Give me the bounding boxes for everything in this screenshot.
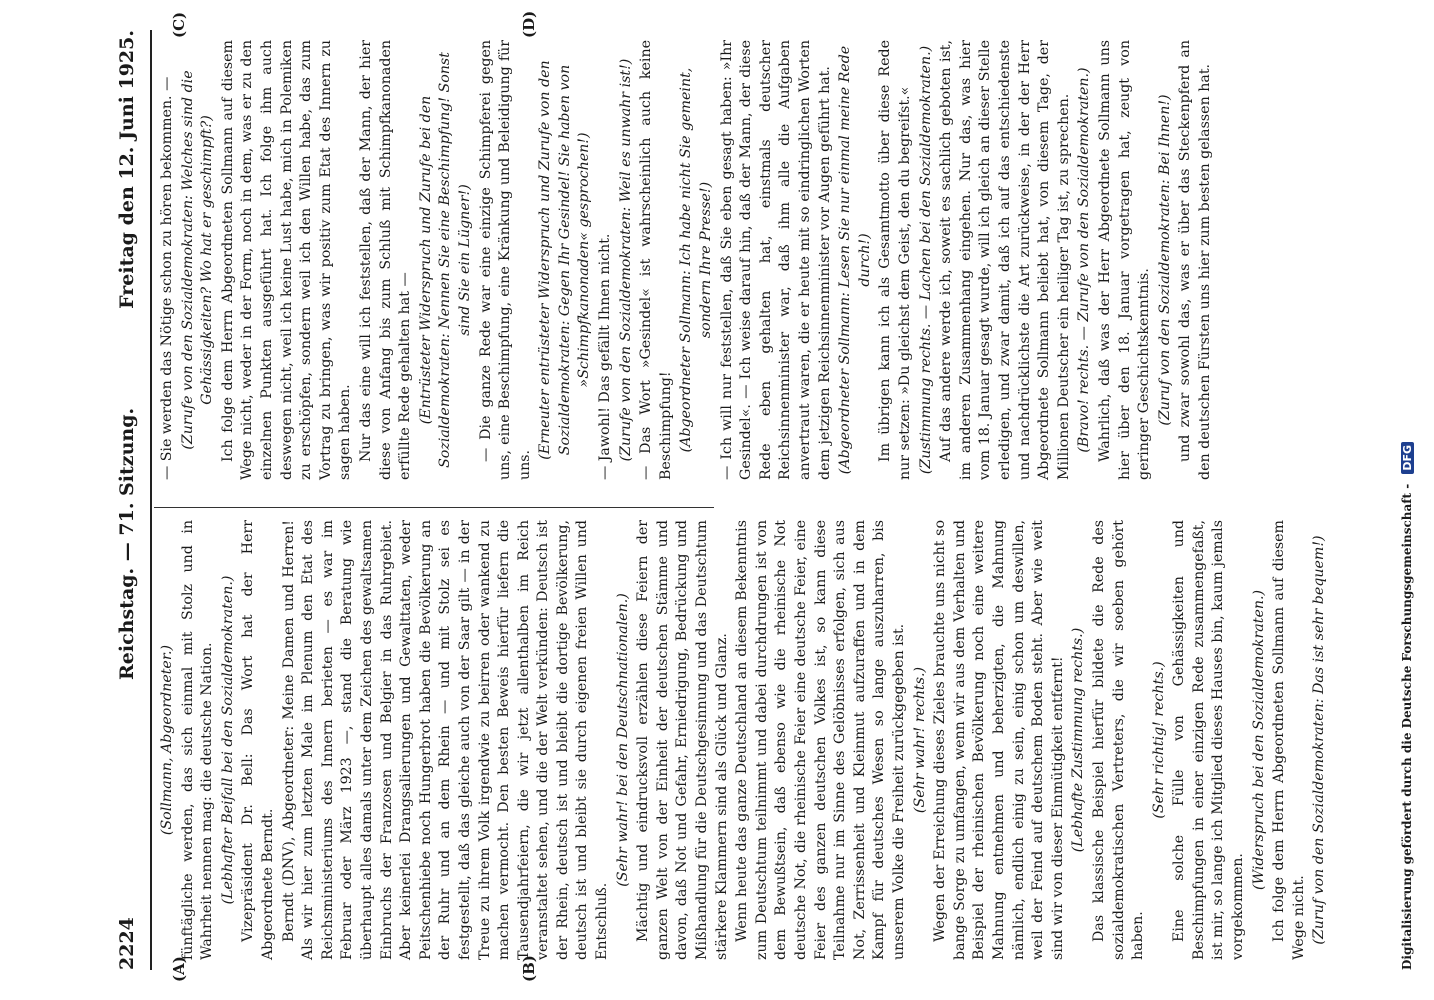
column-divider [154, 507, 714, 508]
paragraph: (Abgeordneter Sollmann: Lesen Sie nur einmal meine Rede durch!) [837, 45, 873, 475]
paragraph: Das klassische Beispiel hierfür bildete die Rede des sozialdemokratischen Vertreters, die wir soeben gehört haben. [1090, 520, 1147, 960]
header-title: Reichstag. — 71. Sitzung. [116, 407, 138, 680]
margin-marker-a: (A) [170, 956, 188, 982]
paragraph: Ich folge dem Herrn Abgeordneten Sollmann auf diesem Wege nicht. [1271, 520, 1307, 960]
paragraph: (Abgeordneter Sollmann: Ich habe nicht Sie gemeint, sondern Ihre Presse!) [678, 67, 715, 453]
paragraph: Auf das andere werde ich, soweit es sachlich geboten ist, im anderen Zusammenhang eingehen. Nur das, was hier vom 18. Januar gesagt wurde, will ich gleich an dieser Stelle erledigen, und zwar damit, daß ich auf das entschiedenste und nachdrücklichste die Art zurückweise, in der der Herr Abgeordnete Sollmann beliebt hat, von diesem Tage, der Millionen Deutscher ein heiliger Tag ist, zu sprechen. [938, 40, 1072, 480]
text-column-right [158, 40, 1213, 480]
paragraph: Im übrigen kann ich als Gesamtmotto über diese Rede nur setzen: »Du gleichst dem Geist, den du begreifst.« [877, 40, 913, 480]
paragraph: — Ich will nur feststellen, daß Sie eben gesagt haben: »Ihr Gesindel«. — Ich weise darauf hin, daß der Mann, der diese Rede eben gehalten hat, einstmals deutscher Reichsinnenminister war, daß ihm alle die Aufgaben anvertraut waren, die er heute mit so eindringlichen Worten dem jetzigen Reichsinnenminister vor Augen geführt hat. [718, 40, 833, 480]
paragraph: (Sehr wahr! rechts.) [911, 666, 928, 814]
paragraph: — Jawohl! Das gefällt Ihnen nicht. [597, 233, 614, 480]
margin-marker-d: (D) [520, 10, 538, 38]
text-column-left [158, 520, 1328, 960]
paragraph: — Das Wort »Gesindel« ist wahrscheinlich auch keine Beschimpfung! [638, 40, 674, 480]
dfg-logo: DFG [1401, 442, 1414, 474]
paragraph: (Bravo! rechts. — Zurufe von den Sozialdemokraten.) [1076, 67, 1093, 453]
paragraph: Eine solche Fülle von Gehässigkeiten und Beschimpfungen in einer einzigen Rede zusammengefaßt, ist mir, so lange ich Mitglied dieses Hauses bin, kaum jemals vorgekommen. [1171, 520, 1247, 960]
page-number: 2224 [116, 917, 138, 970]
margin-marker-c: (C) [170, 11, 188, 38]
paragraph: Mächtig und eindrucksvoll erzählen diese Feiern der ganzen Welt von der Einheit der deutschen Stämme und davon, daß Not und Gefahr, Erniedrigung, Bedrückung und Mißhandlung für die Deutschgesinnung und das Deutschtum stärkere Klammern sind als Glück und Glanz. [635, 520, 730, 960]
paragraph: (Lebhafter Beifall bei den Sozialdemokraten.) [219, 575, 236, 905]
footer-credit [1400, 442, 1414, 970]
header-date: Freitag den 12. Juni 1925. [116, 30, 138, 309]
paragraph: Wahrlich, daß was der Herr Abgeordnete Sollmann uns hier über den 18. Januar vorgetragen hat, zeugt von geringer Geschichtskenntnis. [1096, 40, 1153, 480]
paragraph: (Sollmann, Abgeordneter.) [159, 644, 175, 836]
margin-marker-b: (B) [520, 955, 538, 982]
paragraph: (Widerspruch bei den Sozialdemokraten.) [1250, 589, 1267, 891]
paragraph: (Sehr wahr! bei den Deutschnationalen.) [614, 593, 631, 887]
paragraph: Nur das eine will ich feststellen, daß der Mann, der hier diese von Anfang bis zum Schluß mit Schimpfkanonaden erfüllte Rede gehalten hat — [357, 40, 414, 480]
paragraph: fünftägliche werden, das sich einmal mit Stolz und in Wahrheit nennen mag: die deutsche Nation. [179, 520, 216, 960]
paragraph: (Zuruf von den Sozialdemokraten: Bei Ihnen!) [1156, 94, 1173, 426]
paragraph: (Erneuter entrüsteter Widerspruch und Zurufe von den Sozialdemokraten: Gegen Ihr Gesindel! Sie haben von »Schimpfkanonaden« gesprochen!) [537, 60, 593, 460]
rotated-content [110, 0, 1430, 1000]
paragraph: — Die ganze Rede war eine einzige Schimpferei gegen uns, eine Beschimpfung, eine Kränkung und Beleidigung für uns. [477, 40, 533, 480]
paragraph: — Sie werden das Nötige schon zu hören bekommen. — [159, 76, 175, 480]
paragraph: Wenn heute das ganze Deutschland an diesem Bekenntnis zum Deutschtum teilnimmt und dabei durchdrungen ist von dem Bewußtsein, daß ebenso wie die rheinische Not deutsche Not, die rheinische Feier eine deutsche Feier, eine Feier des ganzen deutschen Volkes ist, so kann diese Teilnahme nur im Sinne des Gelöbnisses erfolgen, sich aus Not, Zerrissenheit und Kleinmut aufzuraffen und in dem Kampf für deutsches Wesen so lange auszuharren, bis unserem Volke die Freiheit zurückgegeben ist. [734, 520, 907, 960]
paragraph: (Lebhafte Zustimmung rechts.) [1070, 627, 1087, 853]
paragraph: Ich folge dem Herrn Abgeordneten Sollmann auf diesem Wege nicht, weder in der Form, noch in dem, was er zu den einzelnen Punkten ausgeführt hat. Ich folge ihm auch deswegen nicht, weil ich keine Lust habe, mich in Polemiken zu erschöpfen, sondern weil ich den Willen habe, das zum Vortrag zu bringen, was wir positiv zum Etat des Innern zu sagen haben. [219, 40, 354, 480]
paragraph: (Zurufe von den Sozialdemokraten: Welches sind die Gehässigkeiten? Wo hat er geschimpft?) [179, 70, 216, 450]
paragraph: (Entrüsteter Widerspruch und Zurufe bei den Sozialdemokraten: Nennen Sie eine Beschimpfung! Sonst sind Sie ein Lügner!) [417, 52, 473, 468]
paragraph: Vizepräsident Dr. Bell: Das Wort hat der Herr Abgeordnete Berndt. [240, 520, 276, 960]
paragraph: Wegen der Erreichung dieses Zieles brauchte uns nicht so bange Sorge zu umfangen, wenn wir aus dem Verhalten und Beispiel der rheinischen Bevölkerung noch eine weitere Mahnung entnehmen und beherzigten, die Mahnung nämlich, endlich einig zu sein, einig schon um deswillen, weil der Feind auf deutschem Boden steht. Aber wie weit sind wir von dieser Einmütigkeit entfernt! [932, 520, 1066, 960]
paragraph: (Zurufe von den Sozialdemokraten: Weil es unwahr ist!) [617, 58, 634, 462]
paragraph: (Zuruf von den Sozialdemokraten: Das ist sehr bequem!) [1311, 535, 1328, 945]
paragraph: (Sehr richtig! rechts.) [1150, 661, 1167, 819]
paragraph: (Zustimmung rechts. — Lachen bei den Sozialdemokraten.) [917, 45, 934, 475]
paragraph: und zwar sowohl das, was er über das Steckenpferd an den deutschen Fürsten uns hier zum besten gelassen hat. [1177, 40, 1213, 480]
paragraph: Berndt (DNV), Abgeordneter: Meine Damen und Herren! Als wir hier zum letzten Male im Plenum den Etat des Reichsministeriums des Innern berieten — es war im Februar oder März 1923 —, stand die Beratung wie überhaupt alles damals unter dem Zeichen des gewaltsamen Einbruchs der Franzosen und Belgier in das Ruhrgebiet. Aber keinerlei Drangsalierungen und Gewalttaten, weder Peitschenhiebe noch Hungerbrot haben die Bevölkerung an der Ruhr und an dem Rhein — und mit Stolz sei es festgestellt, daß das gleiche auch von der Saar gilt — in der Treue zu ihrem Volk irgendwie zu beirren oder wankend zu machen vermocht. Den besten Beweis hierfür liefern die Tausendjahrfeiern, die wir jetzt allenthalben im Reich veranstaltet sehen, und die der Welt verkünden: Deutsch ist der Rhein, deutsch ist und bleibt die dortige Bevölkerung, deutsch ist und bleibt sie durch eigenen freien Willen und Entschluß. [280, 520, 611, 960]
header-rule [150, 30, 152, 970]
footer-text: Digitalisierung gefördert durch die Deutsche Forschungsgemeinschaft - [1400, 483, 1414, 970]
